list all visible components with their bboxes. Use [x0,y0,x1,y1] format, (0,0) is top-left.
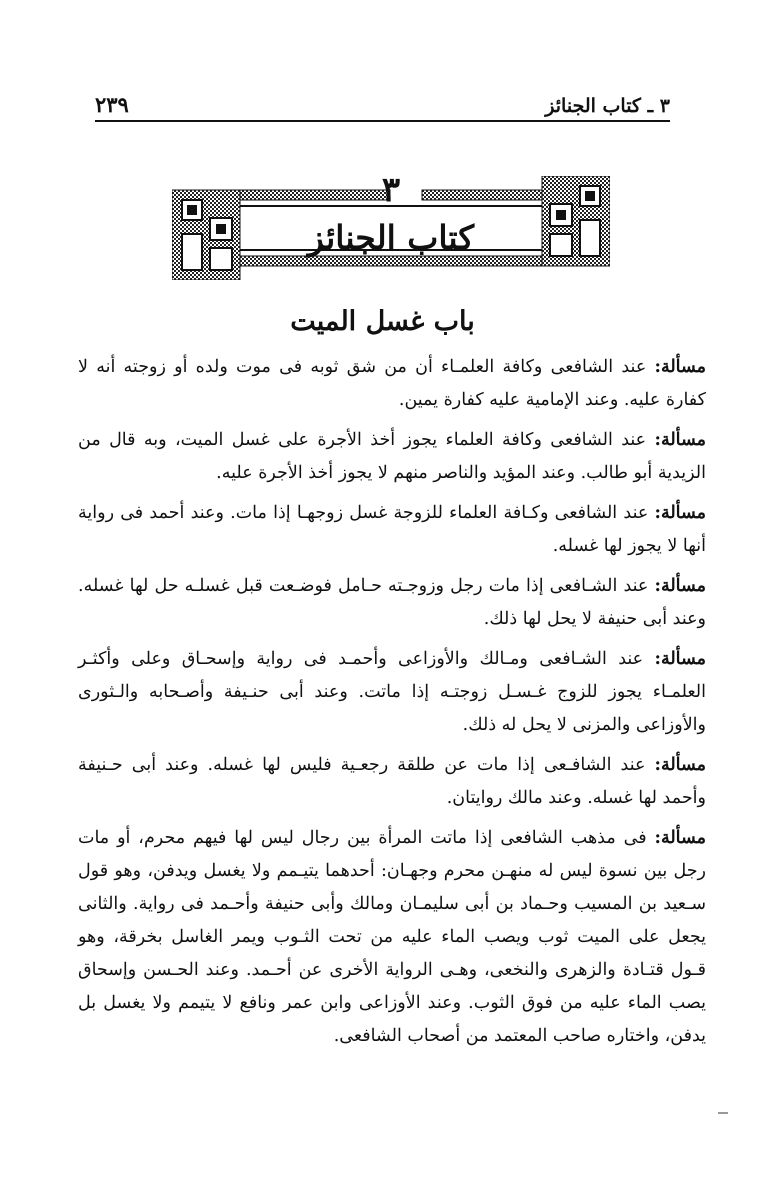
paragraph-text: عند الشـافعى إذا مات رجل وزوجـته حـامل فوضـعت قبل غسلـه حل لها غسله. وعند أبى حنيفة لا يحل لها ذلك. [78,576,706,629]
paragraph-label: مسألة: [654,576,706,596]
paragraph [78,424,706,490]
paragraph-text: عند الشافعى وكافة العلمـاء أن من شق ثوبه فى موت ولده أو زوجته أنه لا كفارة عليه. وعند الإمامية عليه كفارة يمين. [78,357,706,410]
body-text [78,351,706,1060]
page-number: ٢٣٩ [95,92,129,117]
chapter-banner [172,170,610,280]
paragraph [78,822,706,1053]
paragraph-text: عند الشافـعى إذا مات عن طلقة رجعـية فليس لها غسله. وعند أبى حـنيفة وأحمد لها غسله. وعند مالك روايتان. [78,755,706,808]
paragraph [78,497,706,563]
chapter-number: ٣ [381,170,401,210]
paragraph-text: فى مذهب الشافعى إذا ماتت المرأة بين رجال ليس لها فيهم محرم، أو مات رجل بين نسوة ليس له منهـن محرم وجهـان: أحدهما يتيـمم ولا يغسل ويدفن، وهو قول سـعيد بن المسيب وحـماد بن أبى سليمـان ومالك وأبى حنيفة وأحـمد فى رواية. والثانى يجعل على الميت ثوب ويصب الماء عليه من تحت الثـوب ويمر الغاسل بخرقة، وهو قـول قتـادة والزهرى والنخعى، وهـى الرواية الأخرى عن أحـمد. وعند الحـسن وإسحاق يصب الماء عليه من فوق الثوب. وعند الأوزاعى وابن عمر ونافع لا يتيمم ولا يغسل بل يدفن، واختاره صاحب المعتمد من أصحاب الشافعى. [78,828,706,1046]
paragraph-label: مسألة: [654,649,706,669]
paragraph-label: مسألة: [654,430,706,450]
chapter-title: كتاب الجنائز [307,218,475,257]
paragraph-label: مسألة: [654,357,706,377]
paragraph-text: عند الشافعى وكافة العلماء يجوز أخذ الأجرة على غسل الميت، وبه قال من الزيدية أبو طالب. وعند المؤيد والناصر منهم لا يجوز أخذ الأجرة عليه. [78,430,706,483]
paragraph-label: مسألة: [654,503,706,523]
running-head [95,88,670,122]
paragraph-text: عند الشـافعى ومـالك والأوزاعى وأحمـد فى رواية وإسحـاق وعلى وأكثـر العلمـاء يجوز للزوج غـسـل زوجتـه إذا ماتت. وعند أبى حنـيفة وأصـحابه والـثورى والأوزاعى والمزنى لا يحل له ذلك. [78,649,706,735]
paragraph-label: مسألة: [654,755,706,775]
paragraph-label: مسألة: [654,828,706,848]
page-mark [718,1112,728,1114]
running-head-title: ٣ ـ كتاب الجنائز [545,95,670,117]
paragraph [78,643,706,742]
paragraph [78,351,706,417]
paragraph [78,749,706,815]
paragraph [78,570,706,636]
paragraph-text: عند الشافعى وكـافة العلماء للزوجة غسل زوجهـا إذا مات. وعند أحمد فى رواية أنها لا يجوز لها غسله. [78,503,706,556]
section-heading: باب غسل الميت [290,306,475,337]
